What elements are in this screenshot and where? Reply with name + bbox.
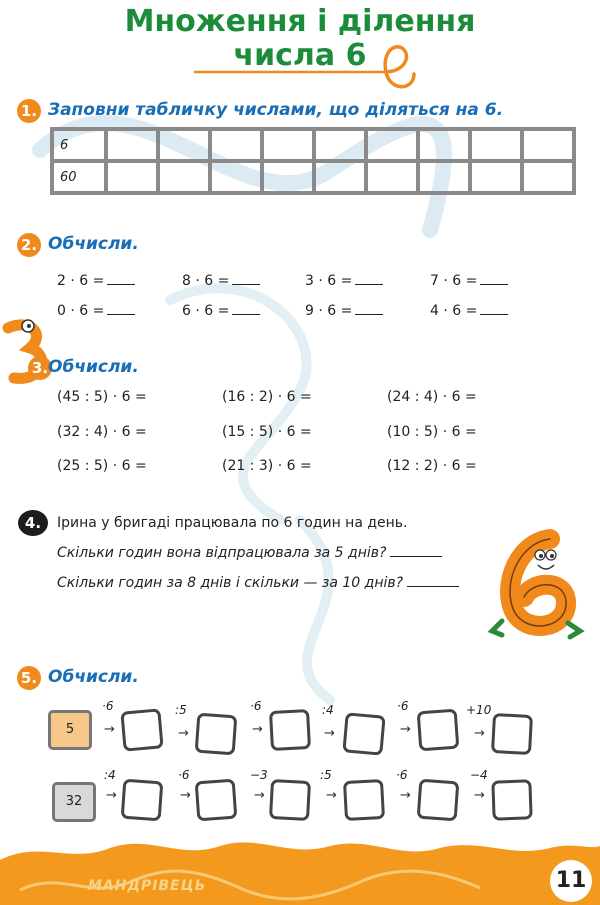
chain1-op: :4 bbox=[322, 703, 334, 717]
expression: (25 : 5) · 6 = bbox=[57, 458, 147, 474]
table-cell-blank[interactable] bbox=[158, 161, 210, 193]
table-cell-blank[interactable] bbox=[314, 161, 366, 193]
arrow-right-icon: → bbox=[324, 726, 335, 741]
task4-text: Ірина у бригаді працювала по 6 годин на день. bbox=[57, 515, 408, 531]
answer-box[interactable] bbox=[269, 709, 311, 751]
answer-blank[interactable] bbox=[355, 302, 383, 315]
task3-badge: 3. bbox=[28, 356, 52, 380]
arrow-right-icon: → bbox=[180, 788, 191, 803]
expression: (45 : 5) · 6 = bbox=[57, 389, 147, 405]
arrow-right-icon: → bbox=[474, 788, 485, 803]
chain2-op: :4 bbox=[104, 768, 116, 782]
answer-blank[interactable] bbox=[232, 272, 260, 285]
task1-heading: Заповни табличку числами, що діляться на 6. bbox=[48, 100, 504, 120]
table-cell: 60 bbox=[52, 161, 106, 193]
chain2-op: :5 bbox=[320, 768, 332, 782]
expression: 9 · 6 = bbox=[305, 302, 383, 319]
chain2-op: ·6 bbox=[178, 768, 190, 782]
arrow-right-icon: → bbox=[254, 788, 265, 803]
task2-heading: Обчисли. bbox=[48, 234, 139, 254]
expression: (12 : 2) · 6 = bbox=[387, 458, 477, 474]
answer-box[interactable] bbox=[342, 712, 385, 755]
expression: 6 · 6 = bbox=[182, 302, 260, 319]
chain1-start-box: 5 bbox=[48, 710, 92, 750]
table-cell-blank[interactable] bbox=[418, 129, 470, 161]
table-cell-blank[interactable] bbox=[262, 161, 314, 193]
answer-blank[interactable] bbox=[107, 272, 135, 285]
answer-box[interactable] bbox=[417, 709, 460, 752]
answer-box[interactable] bbox=[417, 779, 460, 822]
expression: 4 · 6 = bbox=[430, 302, 508, 319]
expression: (10 : 5) · 6 = bbox=[387, 424, 477, 440]
task5-heading: Обчисли. bbox=[48, 667, 139, 687]
chain2-op: −3 bbox=[250, 768, 268, 782]
chain2-op: −4 bbox=[470, 768, 488, 782]
table-cell-blank[interactable] bbox=[470, 129, 522, 161]
expression: (21 : 3) · 6 = bbox=[222, 458, 312, 474]
table-cell-blank[interactable] bbox=[470, 161, 522, 193]
table-cell-blank[interactable] bbox=[262, 129, 314, 161]
table-cell: 6 bbox=[52, 129, 106, 161]
expression: (15 : 5) · 6 = bbox=[222, 424, 312, 440]
answer-blank[interactable] bbox=[355, 272, 383, 285]
answer-box[interactable] bbox=[120, 708, 163, 751]
arrow-right-icon: → bbox=[252, 722, 263, 737]
table-cell-blank[interactable] bbox=[522, 129, 574, 161]
answer-box[interactable] bbox=[195, 713, 238, 756]
answer-box[interactable] bbox=[269, 779, 311, 821]
page-title-line2: числа 6 bbox=[233, 38, 367, 73]
expression: 0 · 6 = bbox=[57, 302, 135, 319]
answer-box[interactable] bbox=[491, 779, 532, 820]
table-cell-blank[interactable] bbox=[158, 129, 210, 161]
expression: (16 : 2) · 6 = bbox=[222, 389, 312, 405]
task4-question2: Скільки годин за 8 днів і скільки — за 10 днів? bbox=[57, 574, 459, 591]
table-cell-blank[interactable] bbox=[314, 129, 366, 161]
chain1-op: :5 bbox=[175, 703, 187, 717]
table-cell-blank[interactable] bbox=[418, 161, 470, 193]
chain1-op: ·6 bbox=[102, 699, 114, 713]
arrow-right-icon: → bbox=[400, 788, 411, 803]
arrow-right-icon: → bbox=[474, 726, 485, 741]
answer-blank[interactable] bbox=[232, 302, 260, 315]
brand-logo: МАНДРІВЕЦЬ bbox=[88, 878, 207, 894]
answer-box[interactable] bbox=[343, 779, 385, 821]
table-cell-blank[interactable] bbox=[366, 161, 418, 193]
table-cell-blank[interactable] bbox=[366, 129, 418, 161]
answer-box[interactable] bbox=[121, 779, 164, 822]
arrow-right-icon: → bbox=[400, 722, 411, 737]
arrow-right-icon: → bbox=[106, 788, 117, 803]
task3-heading: Обчисли. bbox=[48, 357, 139, 377]
table-cell-blank[interactable] bbox=[210, 161, 262, 193]
page-title-line1: Множення і ділення bbox=[124, 4, 476, 39]
expression: 3 · 6 = bbox=[305, 272, 383, 289]
task4-badge: 4. bbox=[18, 510, 48, 536]
task5-badge: 5. bbox=[17, 666, 41, 690]
expression: (24 : 4) · 6 = bbox=[387, 389, 477, 405]
answer-box[interactable] bbox=[195, 779, 238, 822]
table-cell-blank[interactable] bbox=[106, 129, 158, 161]
arrow-right-icon: → bbox=[326, 788, 337, 803]
task1-number-table bbox=[50, 127, 576, 195]
mascot-six-icon bbox=[488, 525, 588, 645]
answer-blank[interactable] bbox=[480, 272, 508, 285]
arrow-right-icon: → bbox=[178, 726, 189, 741]
page-number: 11 bbox=[550, 860, 592, 902]
task2-badge: 2. bbox=[17, 233, 41, 257]
table-cell-blank[interactable] bbox=[106, 161, 158, 193]
answer-box[interactable] bbox=[491, 713, 533, 755]
chain2-start-box: 32 bbox=[52, 782, 96, 822]
table-cell-blank[interactable] bbox=[210, 129, 262, 161]
task1-badge: 1. bbox=[17, 99, 41, 123]
expression: 2 · 6 = bbox=[57, 272, 135, 289]
answer-blank[interactable] bbox=[480, 302, 508, 315]
arrow-right-icon: → bbox=[104, 722, 115, 737]
expression: 7 · 6 = bbox=[430, 272, 508, 289]
chain2-op: ·6 bbox=[396, 768, 408, 782]
answer-blank[interactable] bbox=[407, 574, 459, 587]
table-cell-blank[interactable] bbox=[522, 161, 574, 193]
expression: 8 · 6 = bbox=[182, 272, 260, 289]
chain1-op: ·6 bbox=[397, 699, 409, 713]
answer-blank[interactable] bbox=[390, 544, 442, 557]
task4-question1: Скільки годин вона відпрацювала за 5 днів? bbox=[57, 544, 442, 561]
expression: (32 : 4) · 6 = bbox=[57, 424, 147, 440]
answer-blank[interactable] bbox=[107, 302, 135, 315]
chain1-op: ·6 bbox=[250, 699, 262, 713]
chain1-op: +10 bbox=[466, 703, 492, 717]
